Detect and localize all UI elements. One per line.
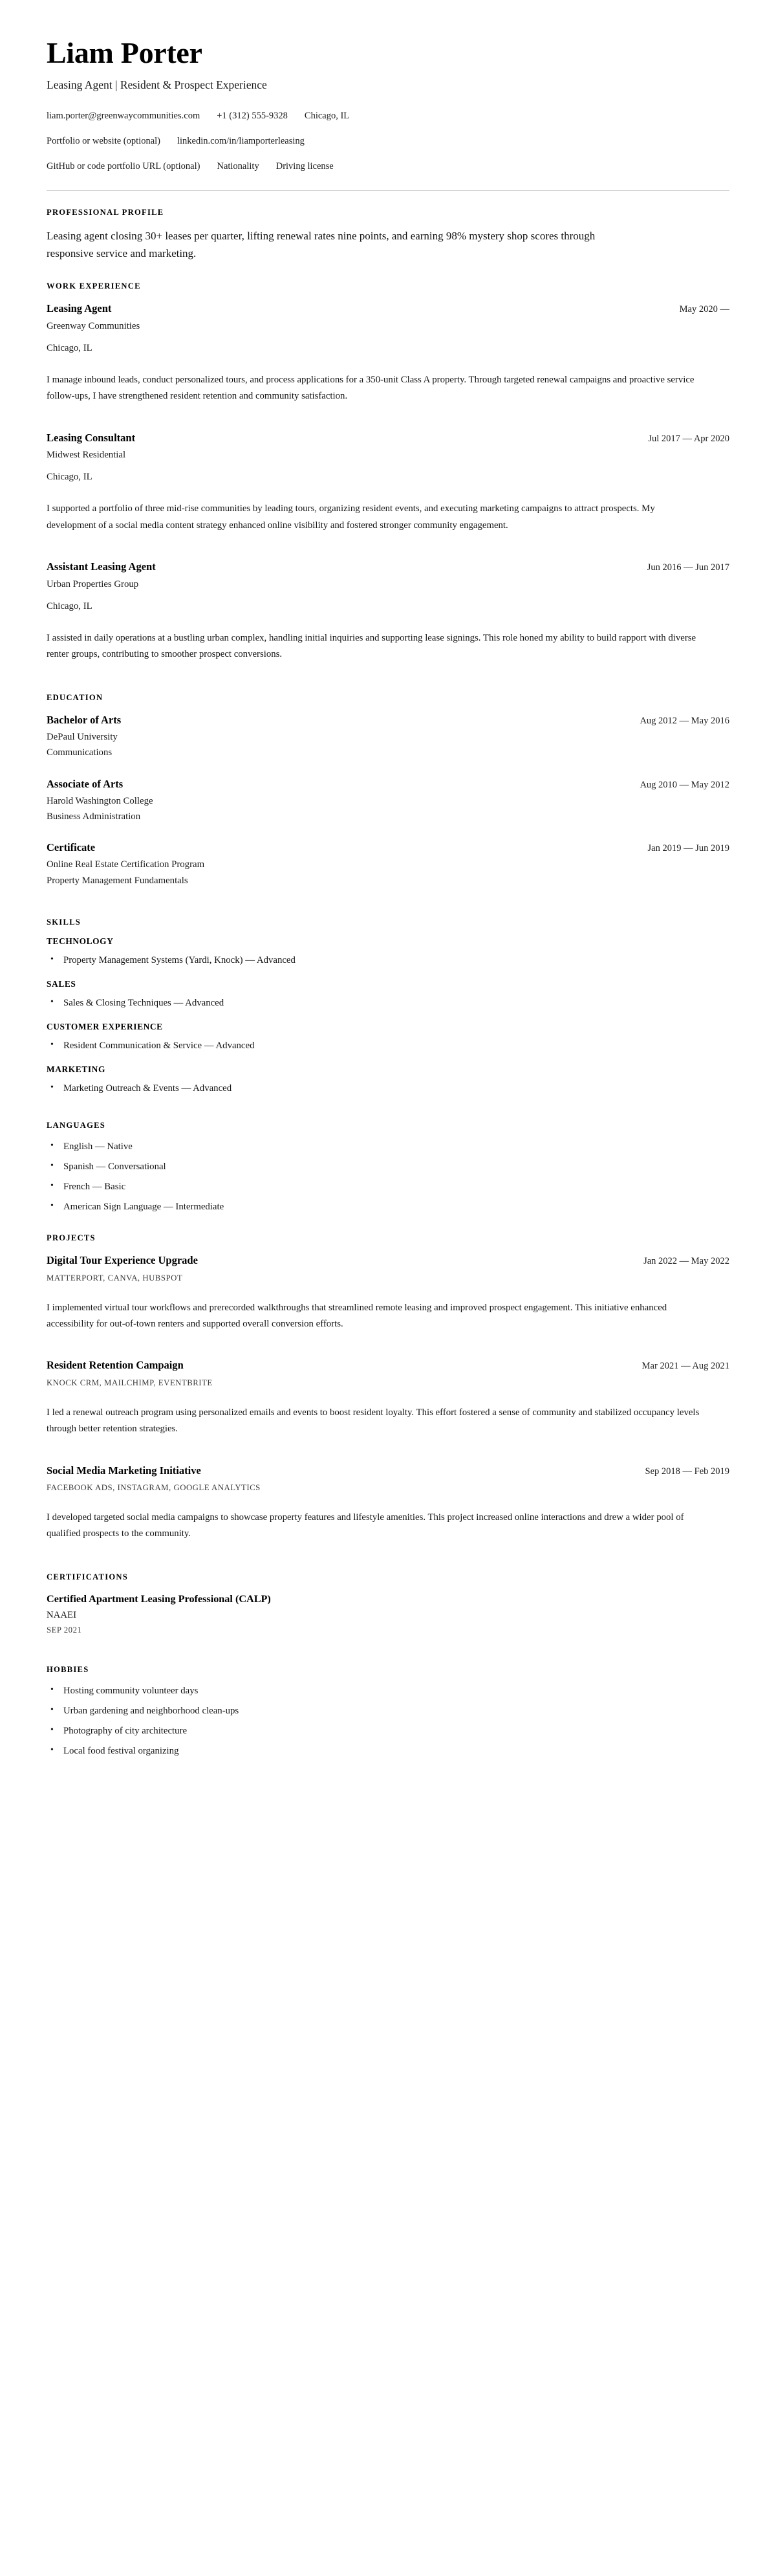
work-company: Greenway Communities [47,320,140,331]
work-company: Urban Properties Group [47,578,139,589]
project-name: Resident Retention Campaign [47,1359,184,1372]
skill-group-label: TECHNOLOGY [47,936,114,946]
project-entry [47,1253,729,1332]
education-entry [47,713,729,760]
education-dates: Aug 2010 — May 2012 [640,779,729,790]
work-entry [47,560,729,663]
project-entry-head [47,1464,729,1478]
education-field: Communications [47,747,113,758]
education-degree: Associate of Arts [47,777,124,790]
certification-issuer: NAAEI [47,1609,77,1620]
education-field: Property Management Fundamentals [47,875,188,886]
contact-row-links [47,135,729,149]
phone-text: +1 (312) 555-9328 [217,111,288,122]
linkedin-text: linkedin.com/in/liamporterleasing [177,135,305,146]
skill-item: • Sales & Closing Techniques — Advanced [47,996,729,1010]
project-description: I developed targeted social media campaigns to showcase property features and lifestyle amenities. This project increased online interactions and drew a wider pool of qualified prospects to the community. [47,1512,684,1539]
skill-group-technology [47,936,729,967]
education-entry-head [47,841,729,855]
project-entry-head [47,1358,729,1372]
certification-name: Certified Apartment Leasing Professional (CALP) [47,1592,271,1605]
project-entry-head [47,1253,729,1268]
education-school: DePaul University [47,732,118,743]
skill-item: • Marketing Outreach & Events — Advanced [47,1081,729,1095]
work-entry-head [47,302,729,316]
project-description: I implemented virtual tour workflows and prerecorded walkthroughs that streamlined remote leasing and improved prospect engagement. This initiative enhanced accessibility for out-of-town renters and supported overall conversion efforts. [47,1302,667,1329]
section-heading-education: EDUCATION [47,692,103,702]
profile-summary-text: Leasing agent closing 30+ leases per quarter, lifting renewal rates nine points, and earning 98% mystery shop scores through responsive service and marketing. [47,230,596,259]
hobby-item: • Photography of city architecture [47,1724,729,1738]
education-entry-head [47,777,729,791]
skill-group-label: SALES [47,978,76,989]
project-dates: Sep 2018 — Feb 2019 [645,1466,729,1477]
skill-list [47,953,729,967]
work-description: I supported a portfolio of three mid-rise communities by leading tours, organizing resident events, and executing marketing campaigns to attract prospects. My development of a social media content strategy enhanced online visibility and fostered stronger community engagement. [47,503,655,531]
project-stack: FACEBOOK ADS, INSTAGRAM, GOOGLE ANALYTICS [47,1482,261,1492]
section-heading-certifications: CERTIFICATIONS [47,1572,128,1581]
education-dates: Aug 2012 — May 2016 [640,715,729,726]
project-description: I led a renewal outreach program using personalized emails and events to boost resident loyalty. This effort fostered a sense of community and stabilized occupancy levels through better retention strategies. [47,1407,700,1435]
education-dates: Jan 2019 — Jun 2019 [647,843,729,854]
work-location: Chicago, IL [47,472,92,483]
section-heading-projects: PROJECTS [47,1233,96,1243]
skill-list [47,996,729,1010]
work-location: Chicago, IL [47,600,92,611]
skill-list [47,1081,729,1095]
skill-item: • Property Management Systems (Yardi, Knock) — Advanced [47,953,729,967]
language-item: • Spanish — Conversational [47,1160,729,1174]
certification-date: SEP 2021 [47,1625,82,1635]
project-entry [47,1464,729,1543]
education-field: Business Administration [47,811,141,822]
candidate-headline: Leasing Agent | Resident & Prospect Experience [47,78,267,92]
resume-header [47,38,729,173]
spacer [47,1559,729,1572]
project-name: Social Media Marketing Initiative [47,1464,201,1477]
project-stack: MATTERPORT, CANVA, HUBSPOT [47,1273,183,1282]
work-description: I assisted in daily operations at a bustling urban complex, handling initial inquiries and supporting lease signings. This role honed my ability to build rapport with diverse renter groups, contributing to smoother prospect conversions. [47,633,696,660]
project-entry [47,1358,729,1437]
work-dates: Jun 2016 — Jun 2017 [647,562,729,573]
hobby-item: • Local food festival organizing [47,1744,729,1758]
certification-entry [47,1592,729,1635]
github-placeholder-text: GitHub or code portfolio URL (optional) [47,160,200,171]
education-entry [47,777,729,824]
section-professional-profile [47,208,729,262]
spacer [47,422,729,431]
section-work-experience [47,281,729,663]
spacer [47,1349,729,1358]
contact-row-extra [47,160,729,174]
project-dates: Mar 2021 — Aug 2021 [641,1361,729,1372]
section-heading-languages: LANGUAGES [47,1120,106,1130]
skill-list [47,1039,729,1053]
language-item: • English — Native [47,1139,729,1154]
section-languages [47,1121,729,1215]
work-role: Leasing Agent [47,302,112,315]
spacer [47,1108,729,1121]
spacer [47,680,729,693]
work-role: Assistant Leasing Agent [47,560,156,573]
hobby-item: • Urban gardening and neighborhood clean-ups [47,1704,729,1718]
education-school: Harold Washington College [47,795,153,806]
education-degree: Bachelor of Arts [47,713,122,726]
work-entry-head [47,560,729,574]
nationality-placeholder-text: Nationality [217,160,259,171]
work-entry [47,431,729,534]
section-education [47,693,729,888]
section-certifications [47,1572,729,1635]
candidate-name: Liam Porter [47,36,202,69]
section-heading-skills: SKILLS [47,917,81,927]
work-location: Chicago, IL [47,342,92,353]
spacer [47,1220,729,1233]
section-heading-profile: PROFESSIONAL PROFILE [47,208,164,217]
project-name: Digital Tour Experience Upgrade [47,1254,198,1267]
skill-group-marketing [47,1064,729,1095]
hobby-item: • Hosting community volunteer days [47,1684,729,1698]
project-stack: KNOCK CRM, MAILCHIMP, EVENTBRITE [47,1378,213,1387]
hobby-list [47,1684,729,1759]
skill-group-customer-experience [47,1022,729,1053]
skill-group-label: MARKETING [47,1064,105,1075]
skill-group-label: CUSTOMER EXPERIENCE [47,1022,163,1032]
language-item: • American Sign Language — Intermediate [47,1200,729,1214]
email-text: liam.porter@greenwaycommunities.com [47,111,200,122]
spacer [47,1455,729,1464]
section-heading-work: WORK EXPERIENCE [47,281,141,291]
contact-row-primary [47,109,729,124]
education-degree: Certificate [47,841,96,854]
spacer [47,905,729,918]
portfolio-placeholder-text: Portfolio or website (optional) [47,135,160,146]
work-dates: Jul 2017 — Apr 2020 [648,433,729,444]
section-heading-hobbies: HOBBIES [47,1664,89,1674]
work-role: Leasing Consultant [47,431,136,444]
work-dates: May 2020 — [679,304,729,315]
language-list [47,1139,729,1215]
project-dates: Jan 2022 — May 2022 [643,1256,729,1267]
skill-item: • Resident Communication & Service — Advanced [47,1039,729,1053]
driving-license-placeholder-text: Driving license [275,160,334,171]
work-description: I manage inbound leads, conduct personalized tours, and process applications for a 350-unit Class A property. Through targeted renewal campaigns and proactive service follow-ups, I have strengthened resident retention and community satisfaction. [47,374,695,402]
education-school: Online Real Estate Certification Program [47,859,205,870]
work-company: Midwest Residential [47,450,126,461]
language-item: • French — Basic [47,1180,729,1194]
spacer [47,1652,729,1665]
education-entry [47,841,729,888]
location-text: Chicago, IL [304,111,350,122]
spacer [47,551,729,560]
header-divider [47,190,729,191]
section-skills [47,918,729,1096]
section-projects [47,1233,729,1542]
work-entry [47,302,729,405]
skill-group-sales [47,979,729,1010]
work-entry-head [47,431,729,445]
education-entry-head [47,713,729,727]
section-hobbies [47,1665,729,1759]
